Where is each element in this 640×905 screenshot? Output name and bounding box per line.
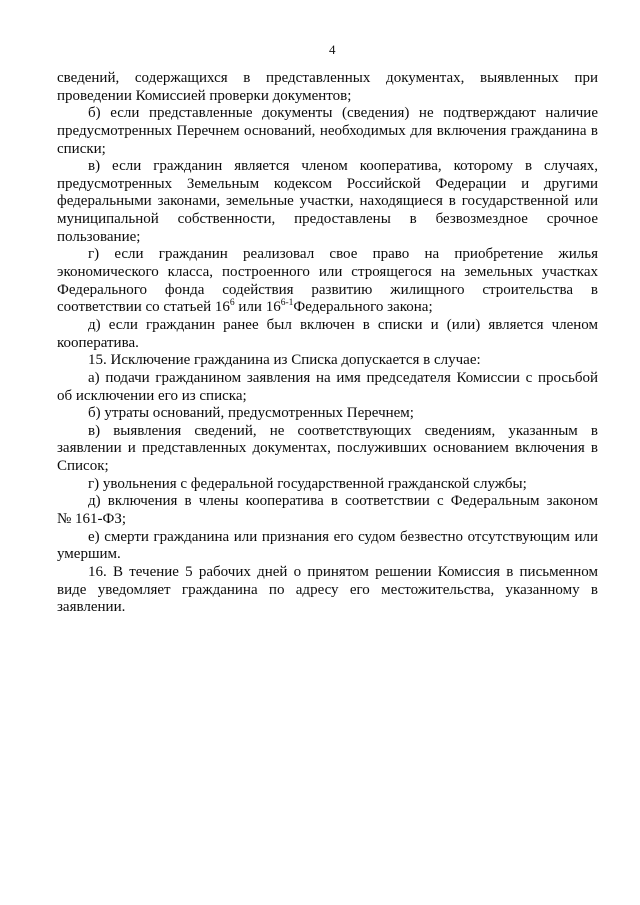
clause-15-item-a [57, 370, 598, 405]
text-line: об исключении его из списка; [57, 387, 247, 404]
subitem-d-paragraph [57, 317, 598, 352]
paragraph-continuation [57, 70, 598, 105]
text-segment: соответствии со статьей 16 [57, 299, 230, 316]
text-line: списки; [57, 140, 106, 157]
text-segment: или 16 [234, 299, 281, 316]
text-line: б) утраты оснований, предусмотренных Перечнем; [88, 405, 414, 422]
text-line: предусмотренных Земельным кодексом Российской Федерации и другими [57, 175, 598, 192]
text-line: заявлении. [57, 599, 126, 616]
superscript: 6-1 [280, 298, 294, 309]
text-line: 15. Исключение гражданина из Списка допускается в случае: [88, 352, 481, 369]
superscript: 6 [229, 298, 235, 309]
text-line: в) если гражданин является членом кооператива, которому в случаях, [88, 158, 598, 175]
clause-15-item-g [57, 476, 598, 494]
page-number: 4 [329, 42, 336, 57]
text-line: федеральными законами, земельные участки, находящиеся в государственной или [57, 193, 598, 210]
text-line: сведений, содержащихся в представленных документах, выявленных при [57, 70, 598, 86]
text-line: № 161-ФЗ; [57, 511, 127, 528]
clause-15-heading [57, 352, 598, 370]
text-line: заявлении и представленных документах, послуживших основанием включения в [57, 440, 598, 457]
text-line: Федерального фонда содействия развитию жилищного строительства в [57, 281, 598, 298]
text-line: г) если гражданин реализовал свое право на приобретение жилья [88, 246, 598, 263]
text-line: муниципальной собственности, предоставлены в безвозмездное срочное [57, 211, 598, 228]
text-line: б) если представленные документы (сведения) не подтверждают наличие [88, 105, 598, 122]
clause-15-item-d [57, 493, 598, 528]
text-line: д) если гражданин ранее был включен в списки и (или) является членом [88, 316, 598, 333]
text-line-with-superscripts [57, 299, 598, 317]
text-line: г) увольнения с федеральной государственной гражданской службы; [88, 475, 527, 492]
clause-15-item-b [57, 405, 598, 423]
subitem-v-paragraph [57, 158, 598, 246]
text-line: экономического класса, построенного или строящегося на земельных участках [57, 264, 598, 281]
text-line: кооператива. [57, 334, 139, 351]
text-line: Список; [57, 458, 109, 475]
text-line: предусмотренных Перечнем оснований, необходимых для включения гражданина в [57, 122, 598, 139]
subitem-b-paragraph [57, 105, 598, 158]
text-line: 16. В течение 5 рабочих дней о принятом решении Комиссия в письменном [88, 563, 598, 580]
text-segment: Федерального закона; [293, 299, 433, 316]
clause-15-item-e [57, 529, 598, 564]
text-line: проведении Комиссией проверки документов; [57, 87, 352, 104]
text-line: виде уведомляет гражданина по адресу его местожительства, указанному в [57, 581, 598, 598]
document-body [57, 70, 598, 617]
text-line: умершим. [57, 546, 121, 563]
text-line: в) выявления сведений, не соответствующих сведениям, указанным в [88, 422, 598, 439]
text-line: е) смерти гражданина или признания его судом безвестно отсутствующим или [88, 528, 598, 545]
text-line: пользование; [57, 228, 141, 245]
subitem-g-paragraph [57, 246, 598, 317]
clause-15-item-v [57, 423, 598, 476]
clause-16-paragraph [57, 564, 598, 617]
text-line: д) включения в члены кооператива в соответствии с Федеральным законом [88, 493, 598, 510]
text-line: а) подачи гражданином заявления на имя председателя Комиссии с просьбой [88, 369, 598, 386]
